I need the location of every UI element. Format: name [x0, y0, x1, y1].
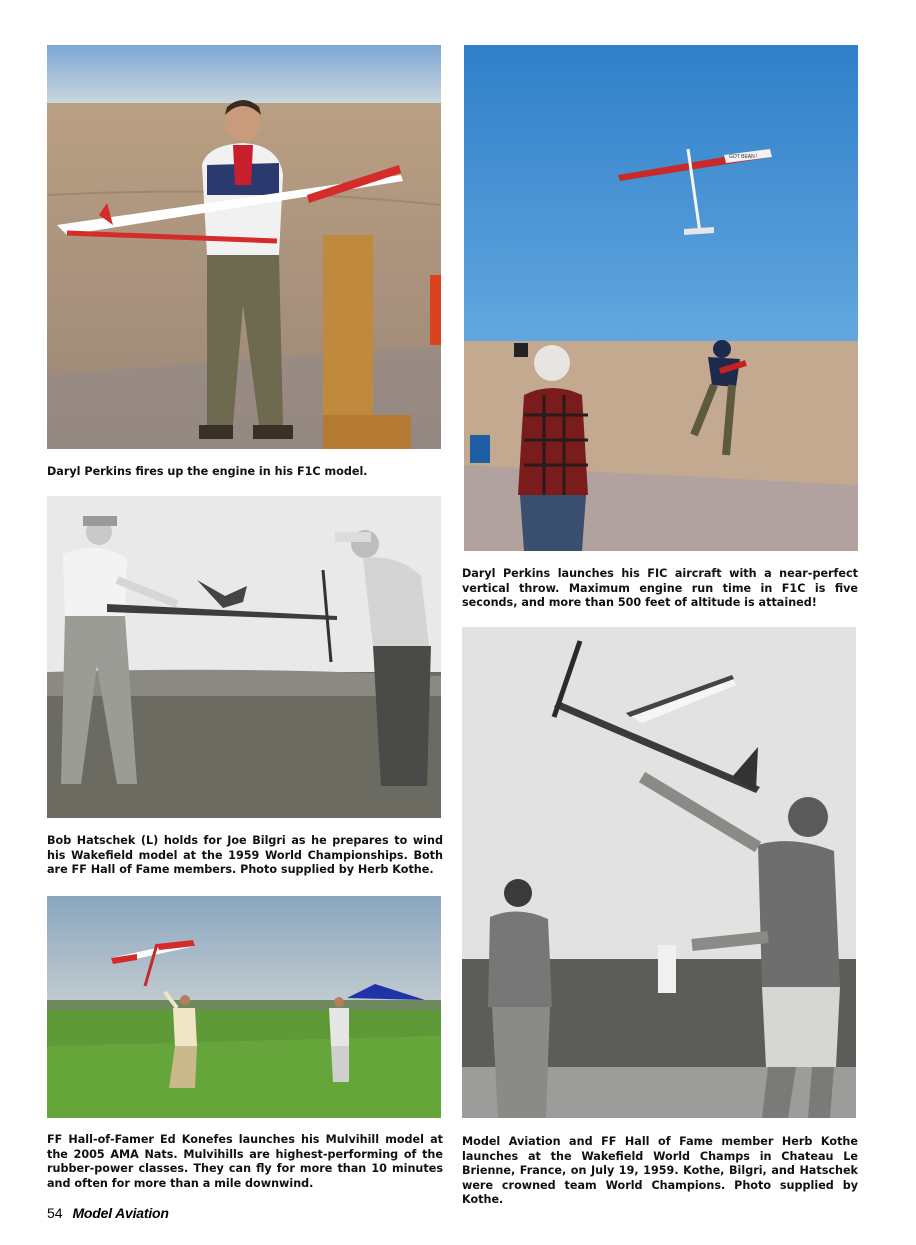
- photo-perkins-launch: [464, 45, 858, 551]
- magazine-name: Model Aviation: [72, 1205, 169, 1221]
- photo-kothe-launch: [462, 627, 856, 1118]
- page-number: 54: [47, 1205, 63, 1221]
- caption-photo-konefes-nats: FF Hall-of-Famer Ed Konefes launches his Mulvihill model at the 2005 AMA Nats. Mulvihills are highest-performing of the rubber-power classes. They can fly for more than 10 minutes and often for more than a mile downwind.: [47, 1133, 443, 1190]
- wing-lettering: GOT BEAN !: [729, 154, 758, 160]
- photo-konefes-nats: [47, 896, 441, 1118]
- photo-hatschek-bilgri: [47, 496, 441, 818]
- photo-perkins-engine: [47, 45, 441, 449]
- page-footer: [47, 1205, 169, 1221]
- caption-photo-hatschek-bilgri: Bob Hatschek (L) holds for Joe Bilgri as he prepares to wind his Wakefield model at the 1959 World Championships. Both are FF Hall of Fame members. Photo supplied by Herb Kothe.: [47, 834, 443, 876]
- caption-photo-perkins-launch: Daryl Perkins launches his FIC aircraft with a near-perfect vertical throw. Maximum engine run time in F1C is five seconds, and more than 500 feet of altitude is attained!: [462, 567, 858, 609]
- caption-photo-kothe-launch: Model Aviation and FF Hall of Fame member Herb Kothe launches at the Wakefield World Champs in Chateau Le Brienne, France, on July 19, 1959. Kothe, Bilgri, and Hatschek were crowned team World Champions. Photo supplied by Kothe.: [462, 1135, 858, 1206]
- caption-photo-perkins-engine: Daryl Perkins fires up the engine in his F1C model.: [47, 465, 368, 478]
